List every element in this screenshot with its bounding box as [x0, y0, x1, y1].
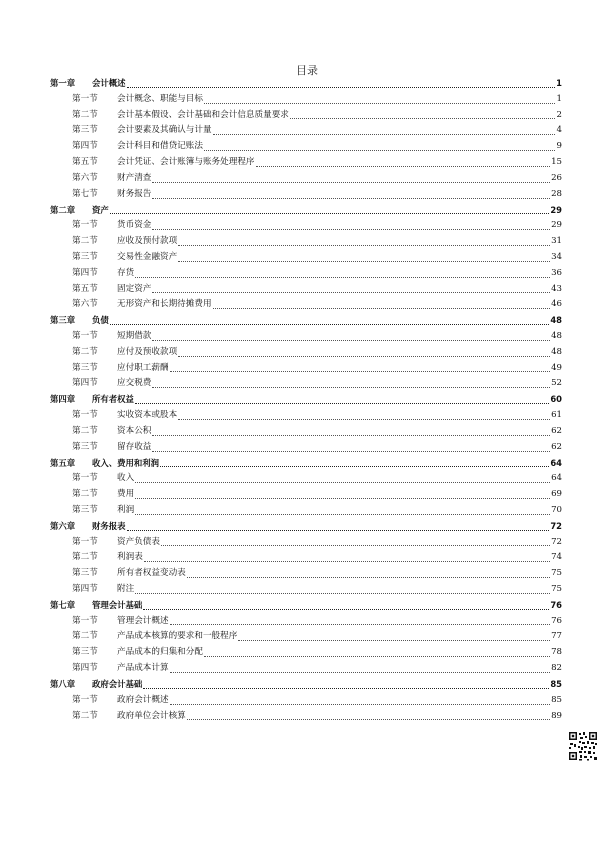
- toc-chapter-row: [50, 598, 562, 614]
- toc-dot-leader: [213, 307, 551, 309]
- toc-entry-title: 资产: [92, 204, 109, 215]
- toc-dot-leader: [135, 592, 550, 594]
- toc-chapter-row: [50, 519, 562, 535]
- toc-dot-leader: [160, 465, 549, 467]
- toc-dot-leader: [144, 560, 550, 562]
- toc-entry-title: 产品成本的归集和分配: [117, 647, 203, 658]
- toc-entry-page: 76: [551, 615, 562, 626]
- toc-entry-page: 48: [551, 331, 562, 341]
- toc-entry-title: 政府会计基础: [92, 678, 143, 689]
- toc-entry-number: 第三节: [72, 362, 98, 373]
- toc-entry-title: 产品成本核算的要求和一般程序: [117, 631, 238, 642]
- toc-section-row: [50, 645, 562, 661]
- toc-dot-leader: [143, 608, 549, 610]
- toc-entry-page: 46: [551, 299, 562, 310]
- toc-entry-number: 第一节: [72, 694, 98, 705]
- toc-entry-page: 82: [551, 663, 562, 674]
- toc-entry-number: 第一节: [72, 473, 98, 484]
- toc-entry-number: 第七节: [72, 188, 98, 199]
- toc-entry-number: 第一节: [72, 220, 98, 231]
- toc-entry-number: 第五节: [72, 157, 98, 168]
- qr-code-icon: [568, 731, 598, 761]
- toc-entry-number: 第一节: [72, 536, 98, 547]
- toc-entry-title: 应收及预付款项: [117, 236, 178, 247]
- toc-dot-leader: [290, 117, 555, 119]
- toc-dot-leader: [204, 149, 555, 151]
- toc-entry-page: 28: [551, 188, 562, 199]
- toc-entry-page: 70: [551, 504, 562, 515]
- toc-entry-number: 第二节: [72, 552, 98, 563]
- toc-entry-number: 第四节: [72, 141, 98, 152]
- toc-section-row: [50, 187, 562, 203]
- toc-entry-title: 资本公积: [117, 425, 152, 436]
- toc-dot-leader: [152, 228, 550, 230]
- toc-dot-leader: [187, 718, 550, 720]
- toc-section-row: [50, 471, 562, 487]
- toc-entry-number: 第八章: [50, 678, 76, 689]
- toc-dot-leader: [170, 370, 550, 372]
- toc-dot-leader: [110, 212, 550, 214]
- toc-section-row: [50, 108, 562, 124]
- toc-entry-page: 29: [551, 220, 562, 231]
- toc-chapter-row: [50, 203, 562, 219]
- toc-entry-page: 15: [551, 157, 562, 168]
- toc-entry-page: 9: [556, 141, 562, 152]
- toc-entry-page: 85: [551, 694, 562, 705]
- toc-entry-page: 29: [550, 204, 562, 215]
- toc-entry-number: 第三章: [50, 315, 76, 326]
- toc-entry-page: 48: [551, 346, 562, 357]
- toc-entry-number: 第七章: [50, 599, 76, 610]
- toc-section-row: [50, 614, 562, 630]
- toc-section-row: [50, 709, 562, 725]
- toc-entry-title: 会计要素及其确认与计量: [117, 125, 212, 136]
- toc-section-row: [50, 345, 562, 361]
- toc-entry-number: 第一节: [72, 331, 98, 341]
- toc-entry-number: 第二节: [72, 109, 98, 120]
- toc-dot-leader: [135, 276, 550, 278]
- toc-entry-title: 负债: [92, 315, 109, 326]
- toc-section-row: [50, 329, 562, 345]
- toc-entry-page: 64: [551, 473, 562, 484]
- toc-entry-title: 收入、费用和利润: [92, 457, 159, 468]
- toc-entry-number: 第一节: [72, 410, 98, 421]
- toc-entry-number: 第三节: [72, 504, 98, 515]
- toc-entry-title: 短期借款: [117, 331, 152, 341]
- toc-dot-leader: [152, 339, 550, 341]
- toc-entry-title: 会计凭证、会计账簿与账务处理程序: [117, 157, 255, 168]
- toc-entry-title: 会计科目和借贷记账法: [117, 141, 203, 152]
- toc-entry-title: 实收资本或股本: [117, 410, 178, 421]
- toc-section-row: [50, 487, 562, 503]
- toc-entry-number: 第二节: [72, 631, 98, 642]
- toc-section-row: [50, 266, 562, 282]
- toc-section-row: [50, 629, 562, 645]
- toc-dot-leader: [152, 181, 550, 183]
- toc-dot-leader: [135, 402, 549, 404]
- toc-entry-page: 62: [551, 441, 562, 452]
- toc-entry-number: 第二节: [72, 425, 98, 436]
- toc-entry-title: 管理会计基础: [92, 599, 143, 610]
- toc-section-row: [50, 408, 562, 424]
- toc-entry-title: 应交税费: [117, 378, 152, 389]
- toc-entry-page: 75: [551, 584, 562, 594]
- toc-entry-number: 第四节: [72, 267, 98, 278]
- toc-dot-leader: [204, 102, 555, 104]
- toc-entry-number: 第四节: [72, 584, 98, 594]
- toc-entry-title: 会计基本假设、会计基础和会计信息质量要求: [117, 109, 289, 120]
- toc-entry-number: 第一节: [72, 615, 98, 626]
- toc-entry-number: 第三节: [72, 251, 98, 262]
- toc-entry-title: 利润: [117, 504, 135, 515]
- toc-section-row: [50, 503, 562, 519]
- toc-dot-leader: [152, 386, 550, 388]
- toc-entry-title: 政府会计概述: [117, 694, 169, 705]
- toc-entry-title: 无形资产和长期待摊费用: [117, 299, 212, 310]
- toc-entry-page: 72: [551, 536, 562, 547]
- toc-entry-number: 第三节: [72, 647, 98, 658]
- toc-entry-number: 第三节: [72, 441, 98, 452]
- toc-entry-page: 43: [551, 283, 562, 294]
- toc-entry-number: 第六节: [72, 172, 98, 183]
- toc-dot-leader: [135, 481, 550, 483]
- toc-dot-leader: [135, 513, 550, 515]
- toc-entry-title: 货币资金: [117, 220, 152, 231]
- toc-section-row: [50, 582, 562, 598]
- toc-dot-leader: [178, 418, 550, 420]
- toc-heading: 目录: [296, 64, 318, 77]
- toc-entry-number: 第四章: [50, 394, 76, 405]
- toc-entry-number: 第三节: [72, 125, 98, 136]
- toc-section-row: [50, 297, 562, 313]
- toc-section-row: [50, 123, 562, 139]
- toc-entry-page: 61: [551, 410, 562, 421]
- toc-dot-leader: [127, 86, 556, 88]
- toc-entry-number: 第二章: [50, 204, 76, 215]
- toc-entry-page: 26: [551, 172, 562, 183]
- toc-entry-page: 78: [551, 647, 562, 658]
- toc-entry-page: 48: [550, 315, 562, 326]
- toc-entry-number: 第二节: [72, 236, 98, 247]
- toc-dot-leader: [152, 197, 550, 199]
- toc-entry-page: 75: [551, 568, 562, 579]
- toc-entry-page: 1: [556, 78, 562, 88]
- toc-entry-number: 第二节: [72, 346, 98, 357]
- toc-entry-title: 应付及预收款项: [117, 346, 178, 357]
- toc-section-row: [50, 440, 562, 456]
- toc-section-row: [50, 250, 562, 266]
- toc-chapter-row: [50, 313, 562, 329]
- toc-entry-title: 收入: [117, 473, 135, 484]
- toc-section-row: [50, 535, 562, 551]
- toc-entry-page: 52: [551, 378, 562, 389]
- toc-entry-page: 60: [550, 394, 562, 405]
- toc-entry-title: 会计概述: [92, 78, 126, 88]
- toc-dot-leader: [110, 323, 550, 325]
- toc-entry-number: 第二节: [72, 489, 98, 500]
- toc-entry-title: 财务报告: [117, 188, 152, 199]
- toc-entry-title: 资产负债表: [117, 536, 160, 547]
- toc-section-row: [50, 155, 562, 171]
- toc-dot-leader: [152, 291, 550, 293]
- toc-section-row: [50, 92, 562, 108]
- toc-dot-leader: [161, 544, 550, 546]
- toc-entry-number: 第一节: [72, 93, 98, 104]
- toc-dot-leader: [152, 434, 550, 436]
- toc-dot-leader: [178, 260, 550, 262]
- toc-entry-number: 第五节: [72, 283, 98, 294]
- toc-entry-page: 74: [551, 552, 562, 563]
- toc-section-row: [50, 218, 562, 234]
- toc-entry-page: 2: [556, 109, 562, 120]
- toc-entry-title: 费用: [117, 489, 135, 500]
- toc-entry-title: 利润表: [117, 552, 143, 563]
- toc-chapter-row: [50, 456, 562, 472]
- toc-entry-title: 所有者权益变动表: [117, 568, 186, 579]
- toc-entry-number: 第五章: [50, 457, 76, 468]
- toc-entry-title: 所有者权益: [92, 394, 134, 405]
- toc-dot-leader: [135, 497, 550, 499]
- toc-section-row: [50, 550, 562, 566]
- toc-entry-title: 会计概念、职能与目标: [117, 93, 203, 104]
- toc-entry-title: 财务报表: [92, 520, 126, 531]
- toc-dot-leader: [178, 355, 550, 357]
- toc-entry-page: 1: [556, 93, 562, 104]
- toc-section-row: [50, 661, 562, 677]
- toc-entry-page: 72: [550, 520, 562, 531]
- toc-entry-page: 77: [551, 631, 562, 642]
- toc-dot-leader: [238, 639, 550, 641]
- toc-entry-title: 附注: [117, 584, 135, 594]
- toc-chapter-row: [50, 76, 562, 92]
- toc-dot-leader: [170, 671, 550, 673]
- toc-entry-page: 34: [551, 251, 562, 262]
- toc-dot-leader: [143, 687, 549, 689]
- toc-entry-number: 第二节: [72, 710, 98, 721]
- toc-entry-page: 4: [556, 125, 562, 136]
- toc-entry-title: 产品成本计算: [117, 663, 169, 674]
- toc-entry-page: 36: [551, 267, 562, 278]
- toc-entry-page: 64: [550, 457, 562, 468]
- toc-entry-number: 第四节: [72, 378, 98, 389]
- toc-section-row: [50, 234, 562, 250]
- toc-dot-leader: [152, 450, 550, 452]
- toc-section-row: [50, 424, 562, 440]
- toc-dot-leader: [213, 133, 555, 135]
- toc-section-row: [50, 171, 562, 187]
- toc-entry-number: 第一章: [50, 78, 76, 88]
- toc-entry-page: 85: [550, 678, 562, 689]
- toc-section-row: [50, 361, 562, 377]
- toc-entry-title: 应付职工薪酬: [117, 362, 169, 373]
- toc-entry-title: 管理会计概述: [117, 615, 169, 626]
- toc-entry-number: 第六章: [50, 520, 76, 531]
- toc-section-row: [50, 566, 562, 582]
- toc-entry-page: 69: [551, 489, 562, 500]
- toc-entry-number: 第六节: [72, 299, 98, 310]
- toc-entry-page: 89: [551, 710, 562, 721]
- toc-dot-leader: [127, 529, 550, 531]
- toc-dot-leader: [256, 165, 551, 167]
- toc-dot-leader: [204, 655, 550, 657]
- toc-dot-leader: [170, 703, 550, 705]
- toc-dot-leader: [178, 244, 550, 246]
- toc-entry-page: 31: [551, 236, 562, 247]
- toc-entry-page: 49: [551, 362, 562, 373]
- toc-entry-number: 第三节: [72, 568, 98, 579]
- toc-entry-title: 固定资产: [117, 283, 152, 294]
- toc-chapter-row: [50, 392, 562, 408]
- toc-section-row: [50, 376, 562, 392]
- toc-dot-leader: [187, 576, 550, 578]
- toc-section-row: [50, 139, 562, 155]
- toc-section-row: [50, 693, 562, 709]
- table-of-contents: [50, 76, 562, 724]
- toc-dot-leader: [170, 623, 550, 625]
- toc-entry-title: 留存收益: [117, 441, 152, 452]
- toc-entry-title: 政府单位会计核算: [117, 710, 186, 721]
- toc-chapter-row: [50, 677, 562, 693]
- toc-entry-title: 存货: [117, 267, 135, 278]
- toc-entry-number: 第四节: [72, 663, 98, 674]
- toc-section-row: [50, 282, 562, 298]
- toc-entry-title: 交易性金融资产: [117, 251, 178, 262]
- toc-entry-title: 财产清查: [117, 172, 152, 183]
- toc-entry-page: 76: [550, 599, 562, 610]
- toc-entry-page: 62: [551, 425, 562, 436]
